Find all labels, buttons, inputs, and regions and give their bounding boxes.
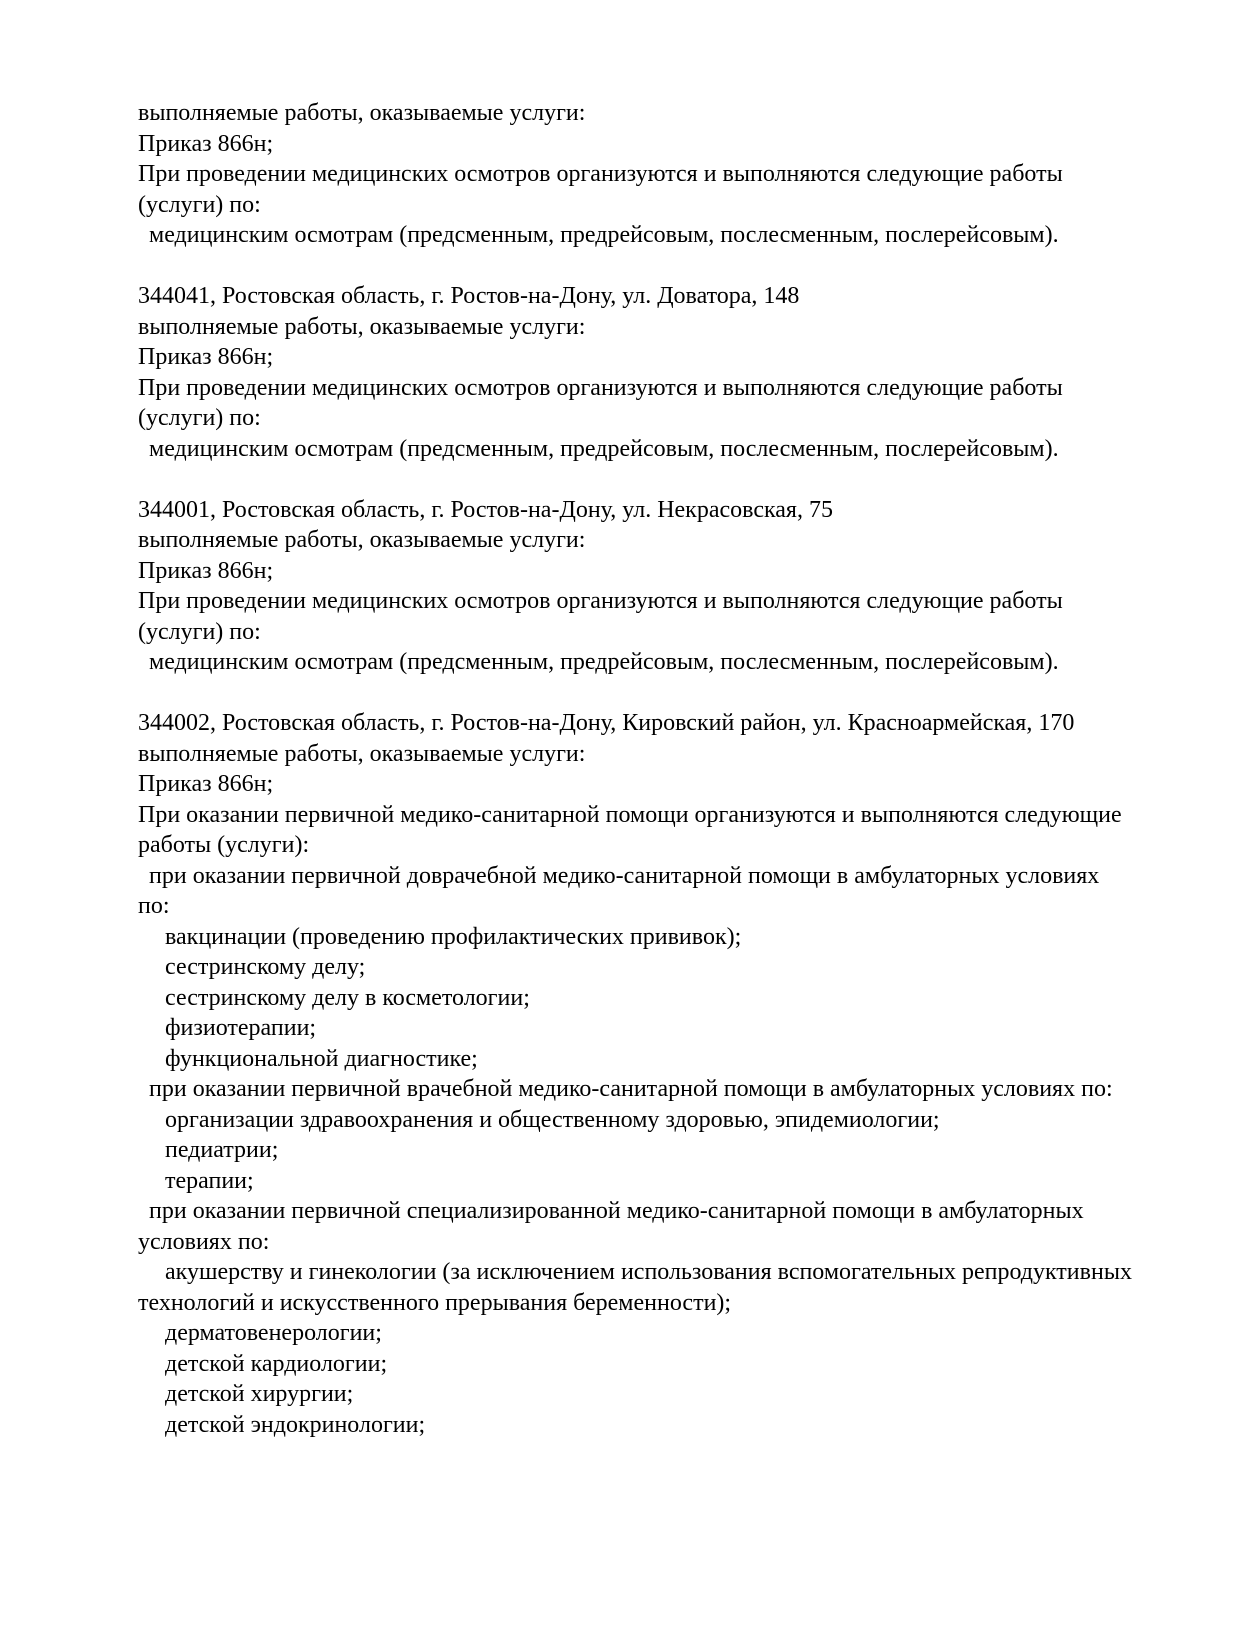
text-line: медицинским осмотрам (предсменным, предрейсовым, послесменным, послерейсовым). — [149, 222, 1059, 248]
text-line: условиях по: — [138, 1228, 270, 1255]
address-line: 344041, Ростовская область, г. Ростов-на-Дону, ул. Доватора, 148 — [138, 283, 800, 309]
text-line: медицинским осмотрам (предсменным, предрейсовым, послесменным, послерейсовым). — [149, 649, 1059, 675]
text-line: акушерству и гинекологии (за исключением использования вспомогательных репродуктивных — [165, 1259, 1132, 1285]
text-line: физиотерапии; — [165, 1015, 317, 1041]
text-line: детской кардиологии; — [165, 1350, 388, 1377]
text-line: педиатрии; — [165, 1137, 279, 1163]
text-line: технологий и искусственного прерывания беременности); — [138, 1289, 732, 1316]
text-line: работы (услуги): — [138, 832, 310, 858]
text-line: при оказании первичной специализированной медико-санитарной помощи в амбулаторных — [149, 1198, 1084, 1224]
text-line: Приказ 866н; — [138, 557, 274, 584]
text-line: При проведении медицинских осмотров организуются и выполняются следующие работы — [138, 588, 1063, 614]
document-body — [138, 98, 1185, 1440]
text-line: Приказ 866н; — [138, 344, 274, 370]
paragraph-block — [138, 98, 1185, 251]
address-line: 344002, Ростовская область, г. Ростов-на-Дону, Кировский район, ул. Красноармейская, 170 — [138, 710, 1075, 736]
text-line: Приказ 866н; — [138, 771, 274, 797]
text-line: сестринскому делу в косметологии; — [165, 984, 530, 1011]
text-line: (услуги) по: — [138, 405, 261, 431]
text-line: (услуги) по: — [138, 618, 261, 645]
text-line: дерматовенерологии; — [165, 1320, 382, 1346]
text-line: выполняемые работы, оказываемые услуги: — [138, 313, 586, 340]
text-line: При оказании первичной медико-санитарной помощи организуются и выполняются следующие — [138, 801, 1122, 828]
paragraph-block — [138, 281, 1185, 464]
text-line: выполняемые работы, оказываемые услуги: — [138, 527, 586, 553]
text-line: медицинским осмотрам (предсменным, предрейсовым, послесменным, послерейсовым). — [149, 435, 1059, 462]
text-line: организации здравоохранения и общественному здоровью, эпидемиологии; — [165, 1106, 940, 1133]
text-line: выполняемые работы, оказываемые услуги: — [138, 100, 586, 126]
text-line: сестринскому делу; — [165, 954, 366, 980]
text-line: детской эндокринологии; — [165, 1411, 426, 1438]
text-line: При проведении медицинских осмотров организуются и выполняются следующие работы — [138, 374, 1063, 401]
paragraph-block — [138, 495, 1185, 678]
text-line: функциональной диагностике; — [165, 1045, 478, 1072]
text-line: вакцинации (проведению профилактических прививок); — [165, 923, 742, 950]
text-line: (услуги) по: — [138, 191, 261, 218]
address-line: 344001, Ростовская область, г. Ростов-на-Дону, ул. Некрасовская, 75 — [138, 496, 833, 523]
text-line: Приказ 866н; — [138, 130, 274, 157]
text-line: терапии; — [165, 1167, 254, 1194]
text-line: при оказании первичной врачебной медико-санитарной помощи в амбулаторных условиях по: — [149, 1076, 1113, 1102]
text-line: При проведении медицинских осмотров организуются и выполняются следующие работы — [138, 161, 1063, 187]
text-line: при оказании первичной доврачебной медико-санитарной помощи в амбулаторных условиях — [149, 862, 1100, 889]
paragraph-block — [138, 708, 1185, 1440]
text-line: выполняемые работы, оказываемые услуги: — [138, 740, 586, 767]
text-line: по: — [138, 893, 170, 919]
text-line: детской хирургии; — [165, 1381, 354, 1407]
